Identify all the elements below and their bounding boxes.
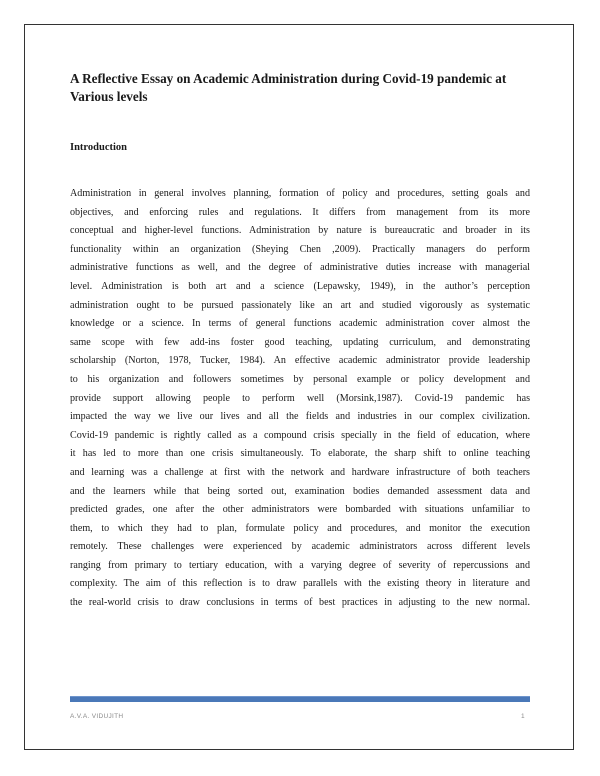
paragraph-line: ranging from primary to tertiary education, with a varying degree of severity of repercussions and [70,559,530,571]
paragraph-line: knowledge or a science. In terms of general functions academic administration cover almost the [70,318,530,330]
paragraph-line: administration ought to be pursued passionately like an art and studied vigorously as systematic [70,299,530,311]
paragraph-line: provide support allowing people to perform well (Morsink,1987). Covid-19 pandemic has [70,392,530,404]
footer-author: A.V.A. VIDUJITH [70,713,124,720]
section-heading-introduction: Introduction [70,142,127,153]
paragraph-line: the real-world crisis to draw conclusions in terms of best practices in adjusting to the new normal. [70,597,530,609]
paragraph-line: scholarship (Norton, 1978, Tucker, 1984). An effective academic administrator provide leadership [70,355,530,367]
paragraph-line: Covid-19 pandemic is rightly called as a compound crisis specially in the field of education, where [70,429,530,441]
paragraph-line: same scope with few add-ins foster good teaching, updating curriculum, and demonstrating [70,336,530,348]
paragraph-line: impacted the way we live our lives and all the fields and industries in our complex civilization. [70,411,530,423]
paragraph-line: complexity. The aim of this reflection is to draw parallels with the existing theory in literature and [70,578,530,590]
footer-page-number: 1 [521,713,525,720]
paragraph-line: remotely. These challenges were experienced by academic administrators across different levels [70,541,530,553]
paragraph-line: administrative functions as well, and the degree of administrative duties increase with managerial [70,262,530,274]
footer-rule [70,697,530,702]
paragraph-line: objectives, and enforcing rules and regulations. It differs from management from its more [70,206,530,218]
paragraph-line: level. Administration is both art and a science (Lepawsky, 1949), in the author’s perception [70,280,530,292]
paragraph-line: conceptual and higher-level functions. Administration by nature is bureaucratic and broader in its [70,225,530,237]
paragraph-line: and learning was a challenge at first with the network and hardware infrastructure of both teachers [70,466,530,478]
paragraph-line: Administration in general involves planning, formation of policy and procedures, setting goals and [70,188,530,199]
document-title: A Reflective Essay on Academic Administration during Covid-19 pandemic at Various levels [70,71,507,104]
paragraph-line: functionality within an organization (Sheying Chen ,2009). Practically managers do perform [70,243,530,255]
introduction-paragraph [70,185,530,613]
paragraph-line: it has led to more than one crisis simultaneously. To elaborate, the sharp shift to online teaching [70,448,530,460]
paragraph-line: to his organization and followers sometimes by personal example or policy development and [70,373,530,385]
paragraph-line: predicted grades, one after the other administrators were bombarded with situations unfamiliar to [70,504,530,516]
paragraph-line: them, to which they had to plan, formulate policy and procedures, and monitor the execution [70,522,530,534]
paragraph-line: and the learners while that being sorted out, examination bodies demanded assessment data and [70,485,530,497]
